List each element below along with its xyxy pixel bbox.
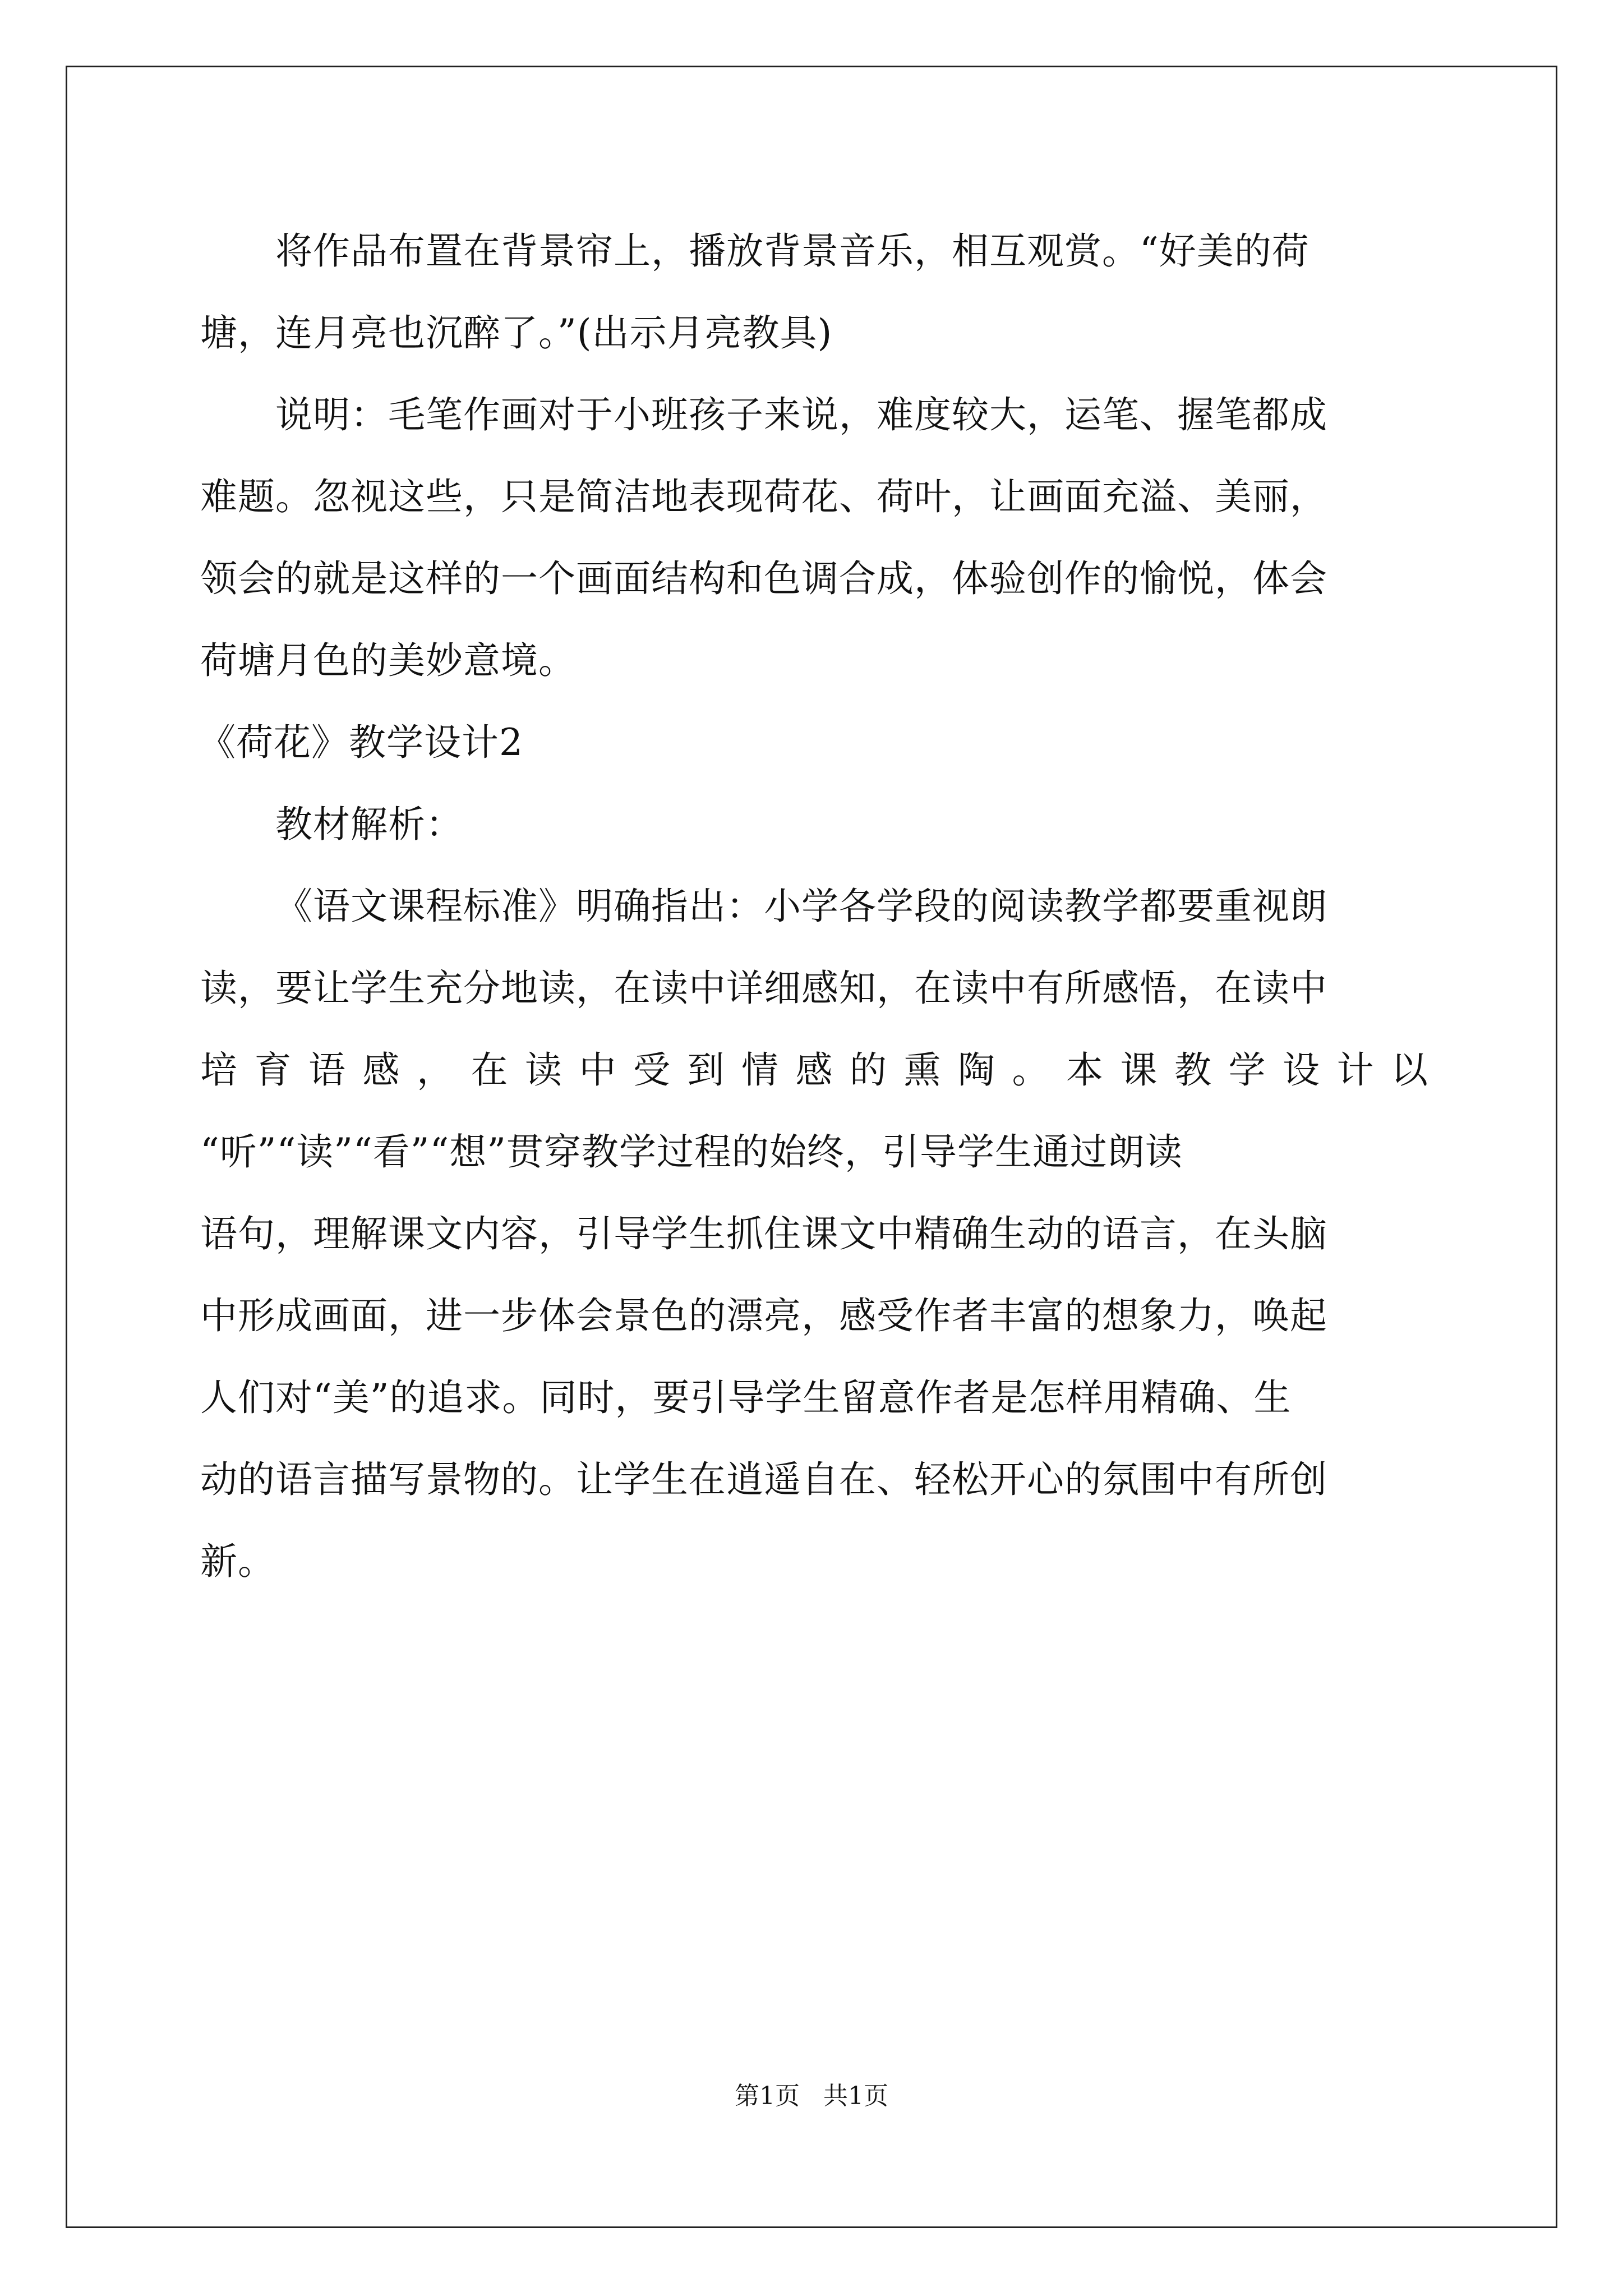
justified-character: 本 [1066,1048,1104,1092]
justified-character: ， [417,1048,454,1092]
justified-character: 中 [579,1048,617,1092]
justified-character: 。 [1012,1048,1050,1092]
justified-character: 以 [1391,1048,1428,1092]
paragraph-line: 领会的就是这样的一个画面结构和色调合成，体验创作的愉悦，体会 [200,557,1327,600]
paragraph-line: 人们对“美”的追求。同时，要引导学生留意作者是怎样用精确、生 [200,1376,1292,1419]
paragraph-line: 新。 [200,1540,275,1583]
paragraph-line: “听”“读”“看”“想”贯穿教学过程的始终，引导学生通过朗读 [200,1130,1183,1174]
justified-character: 情 [741,1048,779,1092]
justified-character: 陶 [958,1048,995,1092]
justified-character: 到 [687,1048,725,1092]
justified-character: 育 [254,1048,292,1092]
paragraph-line: 读，要让学生充分地读，在读中详细感知，在读中有所感悟，在读中 [200,967,1327,1010]
justified-character: 的 [850,1048,887,1092]
justified-character: 受 [633,1048,671,1092]
justified-character: 在 [471,1048,509,1092]
paragraph-line-justified [200,1029,1428,1111]
paragraph-line: 《语文课程标准》明确指出：小学各学段的阅读教学都要重视朗 [275,885,1327,928]
justified-character: 感 [362,1048,400,1092]
justified-character: 读 [525,1048,562,1092]
justified-character: 感 [795,1048,833,1092]
paragraph-line: 动的语言描写景物的。让学生在逍遥自在、轻松开心的氛围中有所创 [200,1458,1327,1501]
justified-character: 教 [1174,1048,1212,1092]
justified-character: 熏 [903,1048,942,1092]
justified-character: 学 [1228,1048,1266,1092]
paragraph-line: 说明：毛笔作画对于小班孩子来说，难度较大，运笔、握笔都成 [275,393,1327,436]
document-body [200,210,1428,1603]
justified-character: 语 [308,1048,346,1092]
paragraph-line: 荷塘月色的美妙意境。 [200,639,576,682]
paragraph-line: 塘，连月亮也沉醉了。”(出示月亮教具) [200,311,833,355]
paragraph-line: 语句，理解课文内容，引导学生抓住课文中精确生动的语言，在头脑 [200,1212,1327,1255]
justified-character: 设 [1283,1048,1320,1092]
paragraph-line: 难题。忽视这些，只是简洁地表现荷花、荷叶，让画面充溢、美丽， [200,475,1327,518]
paragraph-line: 将作品布置在背景帘上，播放背景音乐，相互观赏。“好美的荷 [275,229,1310,273]
justified-character: 计 [1336,1048,1375,1092]
page-number-footer: 第1页 共1页 [735,2082,888,2110]
justified-character: 培 [200,1048,238,1092]
section-heading: 《荷花》教学设计2 [199,721,523,764]
justified-character: 课 [1120,1048,1158,1092]
paragraph-line: 教材解析： [275,803,463,846]
paragraph-line: 中形成画面，进一步体会景色的漂亮，感受作者丰富的想象力，唤起 [200,1294,1327,1337]
